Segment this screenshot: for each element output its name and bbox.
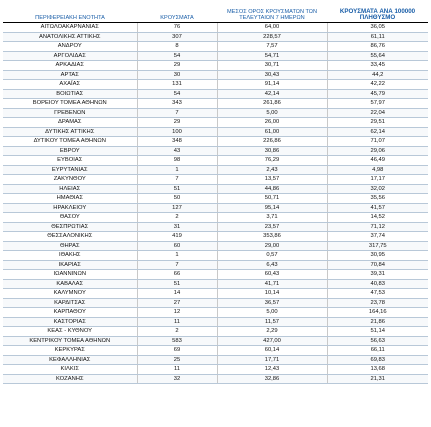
- cell-avg: 3,71: [217, 213, 327, 223]
- cell-rate: 17,17: [327, 175, 428, 185]
- cell-region: ΗΜΑΘΙΑΣ: [3, 194, 137, 204]
- cell-region: ΘΕΣΠΡΩΤΙΑΣ: [3, 222, 137, 232]
- table-row: [3, 365, 428, 375]
- table-row: [3, 42, 428, 52]
- table-row: [3, 374, 428, 384]
- cell-avg: 23,57: [217, 222, 327, 232]
- cell-cases: 131: [137, 80, 217, 90]
- header-row: [3, 3, 428, 23]
- table-row: [3, 346, 428, 356]
- cell-region: ΑΡΤΑΣ: [3, 70, 137, 80]
- cell-cases: 11: [137, 365, 217, 375]
- cases-table: [3, 3, 428, 384]
- table-row: [3, 137, 428, 147]
- table-row: [3, 99, 428, 109]
- cell-rate: 44,2: [327, 70, 428, 80]
- cell-avg: 50,71: [217, 194, 327, 204]
- table-row: [3, 279, 428, 289]
- cell-rate: 35,56: [327, 194, 428, 204]
- cell-region: ΚΕΑΣ - ΚΥΘΝΟΥ: [3, 327, 137, 337]
- cell-avg: 427,00: [217, 336, 327, 346]
- cell-cases: 54: [137, 89, 217, 99]
- cell-rate: 29,06: [327, 146, 428, 156]
- cell-cases: 76: [137, 23, 217, 33]
- cell-rate: 57,97: [327, 99, 428, 109]
- table-row: [3, 184, 428, 194]
- table-row: [3, 127, 428, 137]
- cell-cases: 29: [137, 61, 217, 71]
- table-row: [3, 336, 428, 346]
- cell-rate: 29,51: [327, 118, 428, 128]
- cell-avg: 36,57: [217, 298, 327, 308]
- table-row: [3, 317, 428, 327]
- table-row: [3, 70, 428, 80]
- cell-rate: 4,98: [327, 165, 428, 175]
- table-row: [3, 213, 428, 223]
- cell-region: ΑΝΑΤΟΛΙΚΗΣ ΑΤΤΙΚΗΣ: [3, 32, 137, 42]
- cell-cases: 12: [137, 308, 217, 318]
- table-row: [3, 251, 428, 261]
- header-rate: ΚΡΟΥΣΜΑΤΑ ΑΝΑ 100000 ΠΛΗΘΥΣΜΟ: [327, 3, 428, 23]
- cell-avg: 13,57: [217, 175, 327, 185]
- cell-cases: 27: [137, 298, 217, 308]
- cell-cases: 31: [137, 222, 217, 232]
- cell-rate: 69,83: [327, 355, 428, 365]
- cell-avg: 2,43: [217, 165, 327, 175]
- cell-avg: 2,29: [217, 327, 327, 337]
- table-row: [3, 260, 428, 270]
- cell-region: ΒΟΡΕΙΟΥ ΤΟΜΕΑ ΑΘΗΝΩΝ: [3, 99, 137, 109]
- cell-cases: 14: [137, 289, 217, 299]
- data-sheet: [3, 3, 428, 384]
- cell-cases: 100: [137, 127, 217, 137]
- cell-avg: 6,43: [217, 260, 327, 270]
- cell-avg: 61,00: [217, 127, 327, 137]
- cell-region: ΚΙΛΚΙΣ: [3, 365, 137, 375]
- cell-avg: 91,14: [217, 80, 327, 90]
- header-region: ΠΕΡΙΦΕΡΕΙΑΚΗ ΕΝΟΤΗΤΑ: [3, 3, 137, 23]
- cell-cases: 50: [137, 194, 217, 204]
- cell-region: ΚΕΦΑΛΛΗΝΙΑΣ: [3, 355, 137, 365]
- cell-rate: 46,49: [327, 156, 428, 166]
- table-row: [3, 175, 428, 185]
- cell-rate: 33,45: [327, 61, 428, 71]
- cell-rate: 66,11: [327, 346, 428, 356]
- table-row: [3, 308, 428, 318]
- cell-rate: 42,22: [327, 80, 428, 90]
- cell-avg: 228,57: [217, 32, 327, 42]
- cell-avg: 76,29: [217, 156, 327, 166]
- header-avg: ΜΕΣΟΣ ΟΡΟΣ ΚΡΟΥΣΜΑΤΩΝ ΤΩΝ ΤΕΛΕΥΤΑΙΩΝ 7 ΗΜΕΡΩΝ: [217, 3, 327, 23]
- cell-cases: 29: [137, 118, 217, 128]
- cell-cases: 11: [137, 317, 217, 327]
- cell-rate: 86,76: [327, 42, 428, 52]
- cell-rate: 32,02: [327, 184, 428, 194]
- cell-region: ΕΥΡΥΤΑΝΙΑΣ: [3, 165, 137, 175]
- cell-region: ΘΑΣΟΥ: [3, 213, 137, 223]
- cell-rate: 47,53: [327, 289, 428, 299]
- cell-region: ΕΥΒΟΙΑΣ: [3, 156, 137, 166]
- cell-cases: 43: [137, 146, 217, 156]
- cell-avg: 60,43: [217, 270, 327, 280]
- cell-avg: 41,71: [217, 279, 327, 289]
- table-row: [3, 241, 428, 251]
- table-row: [3, 355, 428, 365]
- cell-rate: 71,07: [327, 137, 428, 147]
- cell-region: ΘΕΣΣΑΛΟΝΙΚΗΣ: [3, 232, 137, 242]
- table-row: [3, 23, 428, 33]
- cell-rate: 62,14: [327, 127, 428, 137]
- cell-region: ΓΡΕΒΕΝΩΝ: [3, 108, 137, 118]
- cell-cases: 54: [137, 51, 217, 61]
- cell-rate: 317,75: [327, 241, 428, 251]
- cell-avg: 17,71: [217, 355, 327, 365]
- cell-rate: 55,64: [327, 51, 428, 61]
- cell-rate: 51,14: [327, 327, 428, 337]
- cell-avg: 5,00: [217, 108, 327, 118]
- cell-avg: 10,14: [217, 289, 327, 299]
- cell-region: ΗΛΕΙΑΣ: [3, 184, 137, 194]
- table-row: [3, 298, 428, 308]
- cell-cases: 1: [137, 165, 217, 175]
- cell-region: ΙΩΑΝΝΙΝΩΝ: [3, 270, 137, 280]
- cell-avg: 353,86: [217, 232, 327, 242]
- cell-cases: 419: [137, 232, 217, 242]
- cell-avg: 261,86: [217, 99, 327, 109]
- table-row: [3, 232, 428, 242]
- cell-cases: 98: [137, 156, 217, 166]
- cell-rate: 22,04: [327, 108, 428, 118]
- cell-region: ΙΚΑΡΙΑΣ: [3, 260, 137, 270]
- cell-avg: 30,71: [217, 61, 327, 71]
- cell-rate: 40,83: [327, 279, 428, 289]
- table-row: [3, 61, 428, 71]
- cell-cases: 60: [137, 241, 217, 251]
- cell-cases: 307: [137, 32, 217, 42]
- cell-region: ΘΗΡΑΣ: [3, 241, 137, 251]
- table-row: [3, 203, 428, 213]
- cell-cases: 51: [137, 279, 217, 289]
- cell-cases: 7: [137, 108, 217, 118]
- cell-cases: 583: [137, 336, 217, 346]
- cell-cases: 66: [137, 270, 217, 280]
- table-row: [3, 327, 428, 337]
- cell-cases: 343: [137, 99, 217, 109]
- table-body: [3, 23, 428, 384]
- cell-region: ΗΡΑΚΛΕΙΟΥ: [3, 203, 137, 213]
- cell-region: ΚΑΛΥΜΝΟΥ: [3, 289, 137, 299]
- cell-cases: 30: [137, 70, 217, 80]
- cell-region: ΑΝΔΡΟΥ: [3, 42, 137, 52]
- cell-rate: 56,63: [327, 336, 428, 346]
- table-row: [3, 118, 428, 128]
- cell-avg: 64,00: [217, 23, 327, 33]
- cell-cases: 32: [137, 374, 217, 384]
- table-row: [3, 108, 428, 118]
- cell-cases: 348: [137, 137, 217, 147]
- cell-rate: 36,05: [327, 23, 428, 33]
- table-row: [3, 146, 428, 156]
- cell-rate: 164,16: [327, 308, 428, 318]
- cell-avg: 5,00: [217, 308, 327, 318]
- cell-rate: 14,52: [327, 213, 428, 223]
- cell-avg: 12,43: [217, 365, 327, 375]
- cell-region: ΑΡΓΟΛΙΔΑΣ: [3, 51, 137, 61]
- table-row: [3, 222, 428, 232]
- cell-avg: 44,86: [217, 184, 327, 194]
- cell-avg: 95,14: [217, 203, 327, 213]
- cell-region: ΚΑΒΑΛΑΣ: [3, 279, 137, 289]
- table-row: [3, 194, 428, 204]
- cell-cases: 51: [137, 184, 217, 194]
- cell-avg: 30,43: [217, 70, 327, 80]
- cell-rate: 23,78: [327, 298, 428, 308]
- cell-cases: 1: [137, 251, 217, 261]
- cell-region: ΑΙΤΩΛΟΑΚΑΡΝΑΝΙΑΣ: [3, 23, 137, 33]
- cell-avg: 29,00: [217, 241, 327, 251]
- cell-region: ΚΕΝΤΡΙΚΟΥ ΤΟΜΕΑ ΑΘΗΝΩΝ: [3, 336, 137, 346]
- table-row: [3, 156, 428, 166]
- cell-avg: 7,57: [217, 42, 327, 52]
- table-row: [3, 32, 428, 42]
- cell-avg: 54,71: [217, 51, 327, 61]
- cell-rate: 21,31: [327, 374, 428, 384]
- cell-rate: 41,57: [327, 203, 428, 213]
- cell-rate: 45,79: [327, 89, 428, 99]
- cell-avg: 26,00: [217, 118, 327, 128]
- cell-cases: 69: [137, 346, 217, 356]
- table-row: [3, 289, 428, 299]
- table-row: [3, 51, 428, 61]
- cell-region: ΚΟΖΑΝΗΣ: [3, 374, 137, 384]
- cell-region: ΚΑΣΤΟΡΙΑΣ: [3, 317, 137, 327]
- cell-cases: 25: [137, 355, 217, 365]
- cell-rate: 37,74: [327, 232, 428, 242]
- cell-avg: 0,57: [217, 251, 327, 261]
- cell-avg: 30,86: [217, 146, 327, 156]
- cell-region: ΔΥΤΙΚΟΥ ΤΟΜΕΑ ΑΘΗΝΩΝ: [3, 137, 137, 147]
- cell-region: ΚΑΡΔΙΤΣΑΣ: [3, 298, 137, 308]
- cell-avg: 32,86: [217, 374, 327, 384]
- table-row: [3, 89, 428, 99]
- cell-region: ΑΧΑΪΑΣ: [3, 80, 137, 90]
- cell-region: ΚΑΡΠΑΘΟΥ: [3, 308, 137, 318]
- cell-region: ΖΑΚΥΝΘΟΥ: [3, 175, 137, 185]
- cell-region: ΕΒΡΟΥ: [3, 146, 137, 156]
- cell-cases: 2: [137, 213, 217, 223]
- cell-rate: 13,68: [327, 365, 428, 375]
- cell-rate: 70,84: [327, 260, 428, 270]
- header-cases: ΚΡΟΥΣΜΑΤΑ: [137, 3, 217, 23]
- cell-rate: 30,95: [327, 251, 428, 261]
- cell-rate: 21,86: [327, 317, 428, 327]
- cell-avg: 42,14: [217, 89, 327, 99]
- cell-cases: 8: [137, 42, 217, 52]
- table-row: [3, 80, 428, 90]
- table-row: [3, 165, 428, 175]
- cell-cases: 2: [137, 327, 217, 337]
- cell-rate: 71,12: [327, 222, 428, 232]
- cell-region: ΒΟΙΩΤΙΑΣ: [3, 89, 137, 99]
- cell-avg: 226,86: [217, 137, 327, 147]
- cell-cases: 127: [137, 203, 217, 213]
- table-header: [3, 3, 428, 23]
- cell-cases: 7: [137, 175, 217, 185]
- cell-cases: 7: [137, 260, 217, 270]
- cell-region: ΑΡΚΑΔΙΑΣ: [3, 61, 137, 71]
- cell-avg: 60,14: [217, 346, 327, 356]
- cell-avg: 11,57: [217, 317, 327, 327]
- cell-rate: 39,31: [327, 270, 428, 280]
- cell-rate: 61,11: [327, 32, 428, 42]
- cell-region: ΔΡΑΜΑΣ: [3, 118, 137, 128]
- table-row: [3, 270, 428, 280]
- cell-region: ΙΘΑΚΗΣ: [3, 251, 137, 261]
- cell-region: ΔΥΤΙΚΗΣ ΑΤΤΙΚΗΣ: [3, 127, 137, 137]
- cell-region: ΚΕΡΚΥΡΑΣ: [3, 346, 137, 356]
